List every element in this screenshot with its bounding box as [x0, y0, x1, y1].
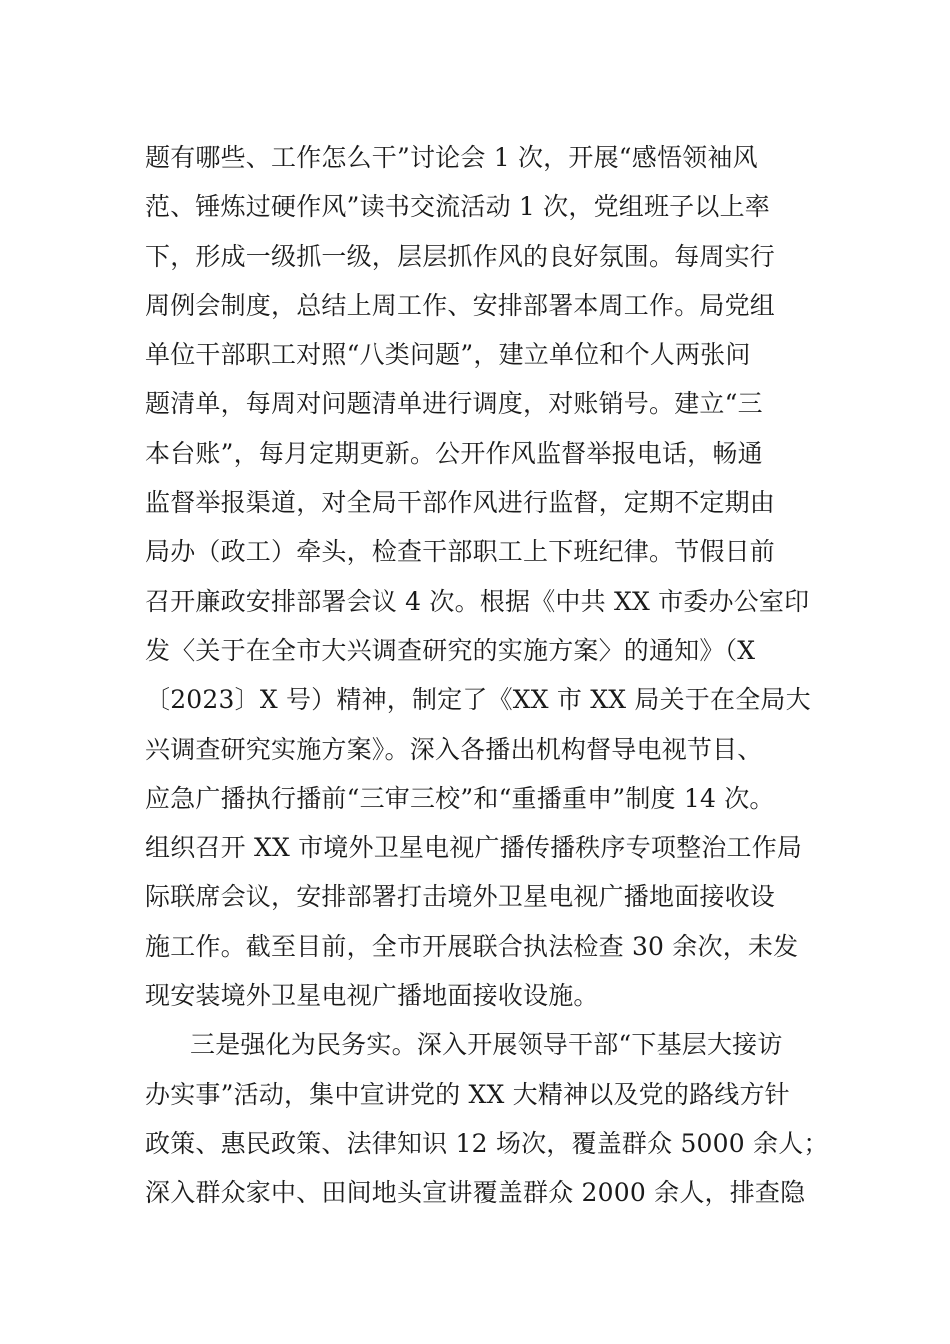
- text-line: 单位干部职工对照“八类问题”，建立单位和个人两张问: [145, 340, 751, 370]
- text-line: 发〈关于在全市大兴调查研究的实施方案〉的通知》（X: [145, 635, 756, 665]
- text-line: 题有哪些、工作怎么干”讨论会 1 次，开展“感悟领袖风: [145, 143, 758, 172]
- text-line: 现安装境外卫星电视广播地面接收设施。: [145, 981, 599, 1011]
- text-line: 办实事”活动，集中宣讲党的 XX 大精神以及党的路线方针: [145, 1079, 790, 1109]
- text-line: 兴调查研究实施方案》。深入各播出机构督导电视节目、: [145, 734, 763, 764]
- text-line: 周例会制度，总结上周工作、安排部署本周工作。局党组: [145, 290, 776, 320]
- text-line: 组织召开 XX 市境外卫星电视广播传播秩序专项整治工作局: [145, 833, 803, 863]
- text-line: 范、锤炼过硬作风”读书交流活动 1 次，党组班子以上率: [145, 192, 770, 222]
- text-line: 〔2023〕X 号）精神，制定了《XX 市 XX 局关于在全局大: [145, 685, 811, 715]
- text-line: 题清单，每周对问题清单进行调度，对账销号。建立“三: [145, 389, 763, 419]
- text-line: 施工作。截至目前，全市开展联合执法检查 30 余次，未发: [145, 931, 799, 961]
- text-line: 局办（政工）牵头，检查干部职工上下班纪律。节假日前: [145, 537, 776, 567]
- text-line: 本台账”，每月定期更新。公开作风监督举报电话，畅通: [145, 438, 763, 468]
- paragraph-start-line: 三是强化为民务实。深入开展领导干部“下基层大接访: [190, 1030, 783, 1060]
- body-text: [145, 133, 829, 1218]
- text-line: 召开廉政安排部署会议 4 次。根据《中共 XX 市委办公室印: [145, 586, 810, 616]
- text-line: 下，形成一级抓一级，层层抓作风的良好氛围。每周实行: [145, 241, 776, 271]
- text-line: 应急广播执行播前“三审三校”和“重播重申”制度 14 次。: [145, 783, 775, 813]
- text-line: 监督举报渠道，对全局干部作风进行监督，定期不定期由: [145, 488, 776, 518]
- text-line: 深入群众家中、田间地头宣讲覆盖群众 2000 余人，排查隐: [145, 1178, 806, 1208]
- text-line: 际联席会议，安排部署打击境外卫星电视广播地面接收设: [145, 882, 776, 912]
- text-line: 政策、惠民政策、法律知识 12 场次，覆盖群众 5000 余人；: [145, 1128, 829, 1158]
